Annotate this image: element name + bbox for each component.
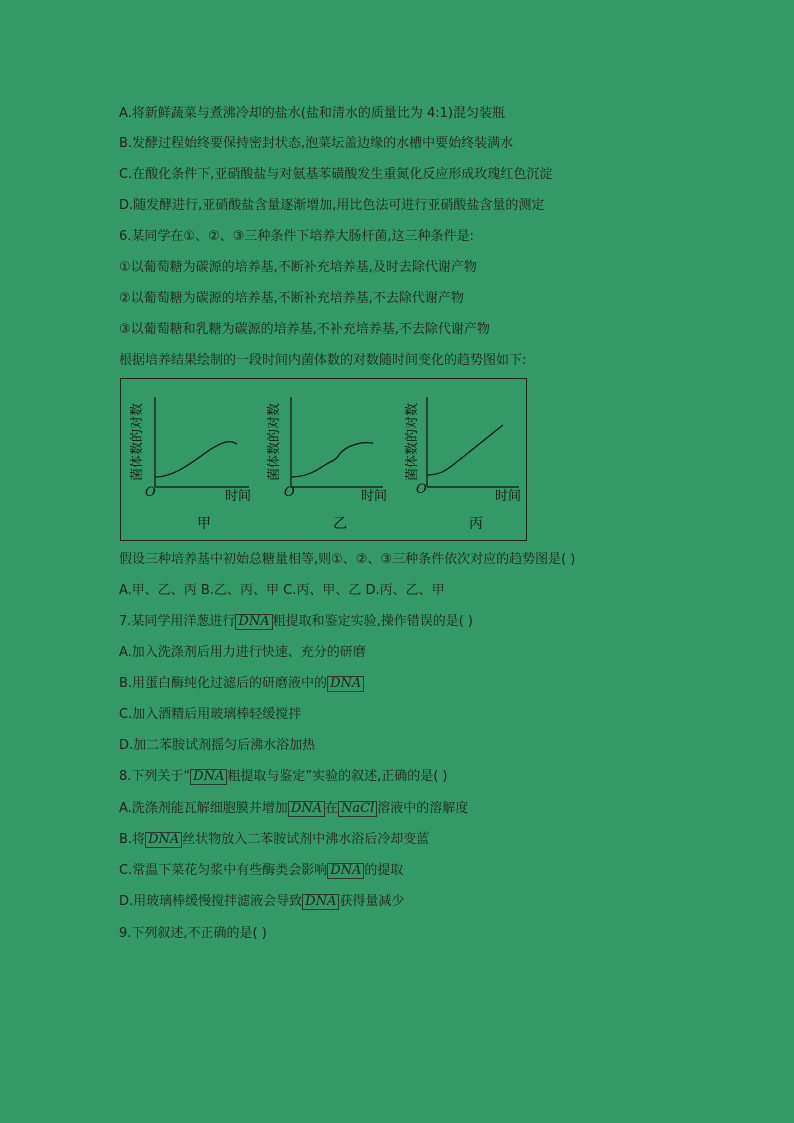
q6-condition-3: ③以葡萄糖和乳糖为碳源的培养基,不补充培养基,不去除代谢产物: [119, 322, 490, 337]
dna-box: DNA: [235, 614, 272, 630]
q8-option-b-part1: B.将: [119, 832, 146, 847]
q6-options: A.甲、乙、丙 B.乙、丙、甲 C.丙、甲、乙 D.丙、乙、甲: [119, 583, 445, 598]
panel-bing-curve: [427, 425, 503, 475]
q8-option-c-part2: 的提取: [364, 863, 404, 878]
q6-stem: 6.某同学在①、②、③三种条件下培养大肠杆菌,这三种条件是:: [119, 229, 474, 244]
q7-option-b-text: B.用蛋白酶纯化过滤后的研磨液中的: [119, 676, 328, 691]
dna-box: DNA: [302, 894, 339, 910]
q7-option-b: [119, 676, 364, 692]
q8-option-d-part1: D.用玻璃棒缓慢搅拌滤液会导致: [119, 894, 303, 909]
panel-yi-origin: O: [284, 485, 295, 500]
q5-option-c: C.在酸化条件下,亚硝酸盐与对氨基苯磺酸发生重氮化反应形成玫瑰红色沉淀: [119, 167, 553, 182]
q6-figure-intro: 根据培养结果绘制的一段时间内菌体数的对数随时间变化的趋势图如下:: [119, 353, 527, 368]
q7-option-a: A.加入洗涤剂后用力进行快速、充分的研磨: [119, 645, 366, 660]
q5-option-d: D.随发酵进行,亚硝酸盐含量逐渐增加,用比色法可进行亚硝酸盐含量的测定: [119, 198, 545, 213]
dna-box: DNA: [327, 863, 364, 879]
dna-box: DNA: [288, 801, 325, 817]
q6-condition-2: ②以葡萄糖为碳源的培养基,不断补充培养基,不去除代谢产物: [119, 291, 464, 306]
panel-jia-label: 甲: [197, 516, 211, 532]
dna-box: DNA: [327, 676, 364, 692]
q8-option-b-part2: 丝状物放入二苯胺试剂中沸水浴后冷却变蓝: [182, 832, 430, 847]
q7-option-c: C.加入酒精后用玻璃棒轻缓搅拌: [119, 707, 302, 722]
panel-bing-ylabel: 菌体数的对数: [405, 402, 420, 481]
q8-stem: [119, 769, 447, 785]
q8-option-a: [119, 801, 468, 817]
q7-stem-part1: 7.某同学用洋葱进行: [119, 614, 236, 629]
panel-jia-origin: O: [145, 485, 156, 500]
q8-option-d-part2: 获得量减少: [339, 894, 405, 909]
q8-option-a-part2: 在: [325, 801, 339, 816]
q7-stem-part2: 粗提取和鉴定实验,操作错误的是( ): [272, 614, 474, 629]
q6-question: 假设三种培养基中初始总糖量相等,则①、②、③三种条件依次对应的趋势图是( ): [119, 552, 576, 567]
panel-jia-ylabel: 菌体数的对数: [130, 402, 145, 481]
q9-stem: 9.下列叙述,不正确的是( ): [119, 926, 267, 941]
panel-jia-xlabel: 时间: [225, 489, 252, 504]
growth-curves-svg: [121, 379, 526, 540]
panel-yi-label: 乙: [333, 516, 347, 532]
growth-curves-figure: [120, 378, 527, 541]
q5-option-b: B.发酵过程始终要保持密封状态,泡菜坛盖边缘的水槽中要始终装满水: [119, 136, 514, 151]
panel-bing-label: 丙: [469, 516, 483, 532]
dna-box: DNA: [190, 769, 227, 785]
q8-stem-part2: 粗提取与鉴定”实验的叙述,正确的是( ): [227, 769, 448, 784]
q6-condition-1: ①以葡萄糖为碳源的培养基,不断补充培养基,及时去除代谢产物: [119, 260, 477, 275]
q5-option-a: A.将新鲜蔬菜与煮沸冷却的盐水(盐和清水的质量比为 4:1)混匀装瓶: [119, 106, 505, 121]
q8-option-a-part3: 溶液中的溶解度: [377, 801, 469, 816]
dna-box: DNA: [145, 832, 182, 848]
panel-yi-xlabel: 时间: [361, 489, 388, 504]
panel-yi-ylabel: 菌体数的对数: [267, 402, 282, 481]
q7-option-d: D.加二苯胺试剂摇匀后沸水浴加热: [119, 738, 316, 753]
panel-bing-origin: O: [416, 482, 427, 497]
panel-bing: [404, 397, 521, 532]
panel-bing-xlabel: 时间: [495, 489, 522, 504]
panel-yi: [266, 397, 387, 532]
q8-option-c-part1: C.常温下菜花匀浆中有些酶类会影响: [119, 863, 328, 878]
q8-option-a-part1: A.洗涤剂能瓦解细胞膜并增加: [119, 801, 288, 816]
q8-option-d: [119, 894, 404, 910]
panel-jia: [129, 397, 251, 532]
panel-jia-curve: [155, 442, 237, 477]
nacl-box: NaCl: [338, 801, 377, 817]
q8-option-b: [119, 832, 429, 848]
panel-yi-curve: [291, 443, 373, 477]
q8-stem-part1: 8.下列关于“: [119, 769, 191, 784]
q8-option-c: [119, 863, 403, 879]
q7-stem: [119, 614, 473, 630]
